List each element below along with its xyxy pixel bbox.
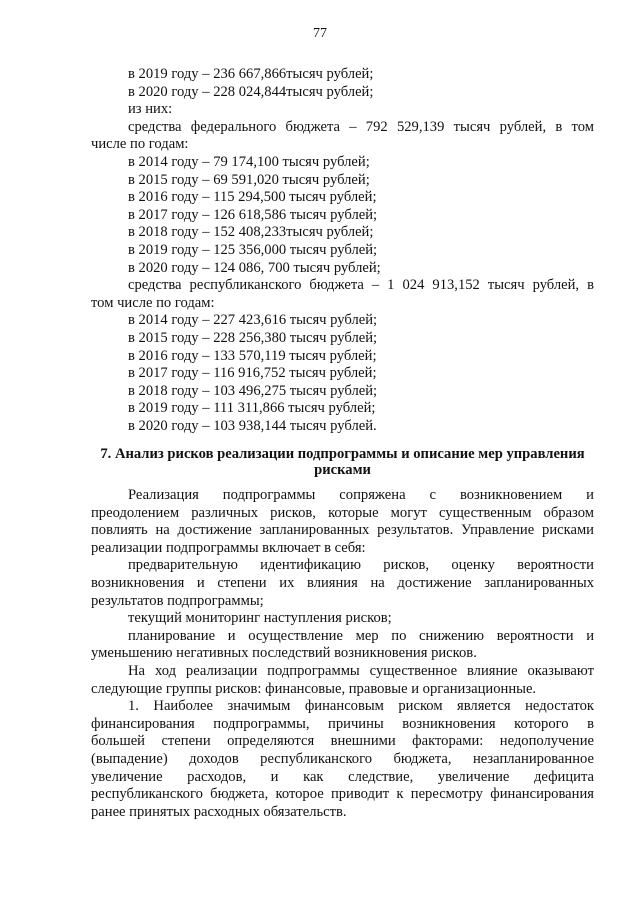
federal-year-line: в 2018 году – 152 408,233тысяч рублей; (128, 224, 374, 241)
funding-line: в 2020 году – 228 024,844тысяч рублей; (128, 83, 374, 100)
funding-line: в 2019 году – 236 667,866тысяч рублей; (128, 66, 374, 82)
paragraph-line: реализации подпрограммы включает в себя: (91, 539, 366, 556)
paragraph-line: На ход реализации подпрограммы существенное влияние оказывают (128, 662, 594, 679)
federal-year-line: в 2017 году – 126 618,586 тысяч рублей; (128, 206, 378, 223)
page-number: 77 (313, 26, 327, 41)
republic-year-line: в 2019 году – 111 311,866 тысяч рублей; (128, 400, 376, 417)
paragraph-line: (выпадение) доходов республиканского бюджета, незапланированное (91, 750, 594, 767)
paragraph-line: 1. Наиболее значимым финансовым риском является недостаток (128, 698, 594, 715)
funding-line: из них: (128, 101, 173, 118)
paragraph-line: Реализация подпрограммы сопряжена с возникновением и (128, 487, 594, 503)
paragraph-line: ранее принятых расходных обязательств. (91, 803, 347, 820)
federal-year-line: в 2014 году – 79 174,100 тысяч рублей; (128, 153, 370, 170)
paragraph-line: текущий мониторинг наступления рисков; (128, 610, 392, 627)
section-heading-line: 7. Анализ рисков реализации подпрограммы и описание мер управления (100, 446, 585, 462)
paragraph-line: повлиять на достижение запланированных результатов. Управление рисками (91, 522, 594, 539)
section-heading-line: рисками (314, 462, 371, 478)
republic-year-line: в 2014 году – 227 423,616 тысяч рублей; (128, 312, 378, 329)
paragraph-line: республиканского бюджета, которое приводит к пересмотру финансирования (91, 786, 594, 803)
risk-section (91, 446, 594, 821)
republic-year-line: в 2016 году – 133 570,119 тысяч рублей; (128, 347, 377, 364)
section-heading (91, 446, 594, 478)
federal-intro-cont: числе по годам: (91, 136, 189, 153)
republic-year-line: в 2017 году – 116 916,752 тысяч рублей; (128, 365, 377, 382)
paragraph-line: планирование и осуществление мер по снижению вероятности и (128, 627, 594, 644)
paragraph-line: финансирования подпрограммы, причины возникновения которого в (91, 715, 594, 732)
republic-intro: средства республиканского бюджета – 1 024 913,152 тысяч рублей, в (128, 277, 594, 294)
paragraph-line: возникновения и степени их влияния на достижение запланированных (91, 574, 594, 591)
federal-year-line: в 2016 году – 115 294,500 тысяч рублей; (128, 189, 377, 206)
federal-year-line: в 2019 году – 125 356,000 тысяч рублей; (128, 241, 378, 258)
paragraph-line: предварительную идентификацию рисков, оценку вероятности (128, 557, 594, 574)
federal-year-line: в 2015 году – 69 591,020 тысяч рублей; (128, 171, 370, 188)
republic-year-line: в 2015 году – 228 256,380 тысяч рублей; (128, 329, 378, 346)
republic-year-line: в 2020 году – 103 938,144 тысяч рублей. (128, 417, 377, 434)
republic-year-line: в 2018 году – 103 496,275 тысяч рублей; (128, 382, 378, 399)
paragraph-line: следующие группы рисков: финансовые, правовые и организационные. (91, 680, 537, 697)
funding-section (91, 66, 594, 435)
paragraph-line: преодолением различных рисков, которые могут существенным образом (91, 504, 594, 521)
paragraph-line: большей степени определяются внешними факторами: недополучение (91, 733, 594, 750)
federal-intro: средства федерального бюджета – 792 529,139 тысяч рублей, в том (128, 118, 594, 135)
republic-intro-cont: том числе по годам: (91, 294, 215, 311)
federal-year-line: в 2020 году – 124 086, 700 тысяч рублей; (128, 259, 381, 276)
paragraph-line: увеличение расходов, и как следствие, увеличение дефицита (91, 768, 594, 785)
paragraph-line: результатов подпрограммы; (91, 592, 264, 609)
paragraph-line: уменьшению негативных последствий возникновения рисков. (91, 645, 477, 662)
